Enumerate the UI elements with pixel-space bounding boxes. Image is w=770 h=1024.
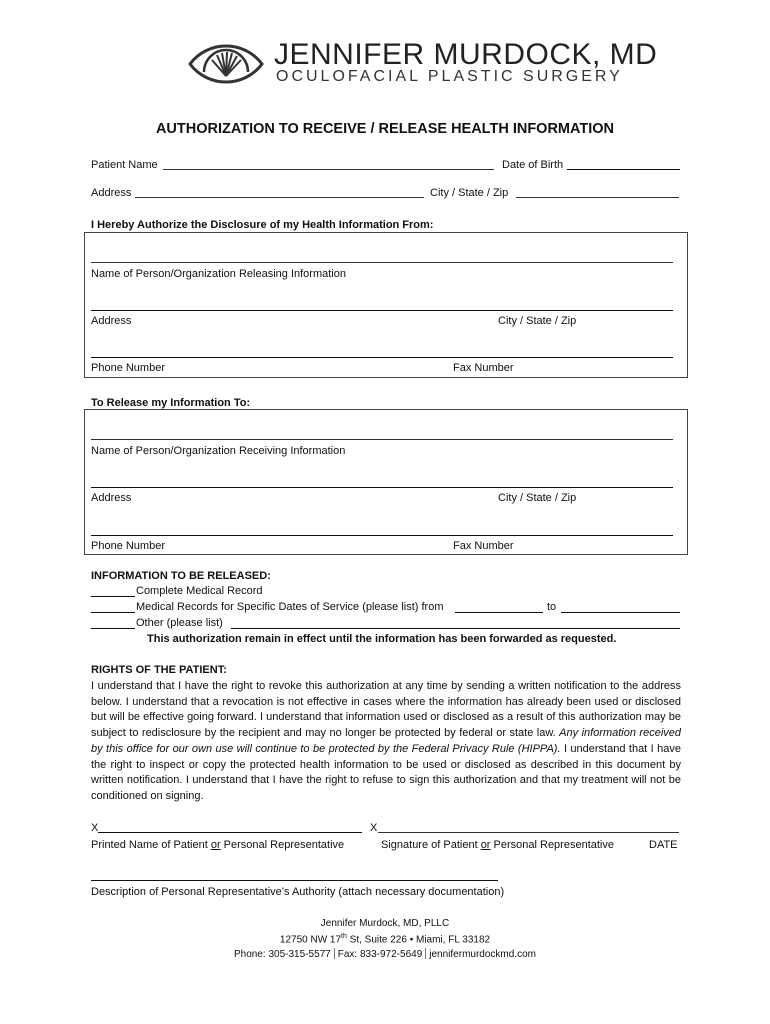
to-org-label: Name of Person/Organization Receiving Information bbox=[91, 445, 346, 457]
sig-label-or: or bbox=[480, 839, 491, 851]
authority-description-label: Description of Personal Representative’s Authority (attach necessary documentation) bbox=[91, 886, 505, 898]
signature-field[interactable] bbox=[378, 832, 679, 833]
printed-name-field[interactable] bbox=[98, 832, 362, 833]
from-phone-label: Phone Number bbox=[91, 362, 165, 374]
sig-label-2: Personal Representative bbox=[490, 839, 614, 851]
printed-label-2: Personal Representative bbox=[220, 839, 345, 851]
footer-fax: Fax: 833-972-5649 bbox=[337, 949, 423, 960]
signature-label bbox=[381, 838, 614, 852]
city-state-zip-field[interactable] bbox=[516, 197, 679, 198]
from-address-field[interactable] bbox=[91, 310, 673, 311]
from-phone-fax-field[interactable] bbox=[91, 357, 673, 358]
dob-label: Date of Birth bbox=[502, 159, 564, 171]
from-org-label: Name of Person/Organization Releasing Information bbox=[91, 268, 346, 280]
printed-label-1: Printed Name of Patient bbox=[91, 839, 211, 851]
printed-name-label bbox=[91, 838, 344, 852]
dates-from-field[interactable] bbox=[455, 612, 543, 613]
footer-addr-1: 12750 NW 17 bbox=[279, 934, 342, 946]
address-field[interactable] bbox=[135, 197, 424, 198]
footer-contact bbox=[0, 948, 770, 960]
authority-description-field[interactable] bbox=[91, 880, 498, 881]
eye-fan-icon bbox=[186, 36, 266, 92]
city-state-zip-label: City / State / Zip bbox=[430, 187, 509, 199]
opt1-label: Complete Medical Record bbox=[136, 585, 263, 597]
opt2-label: Medical Records for Specific Dates of Service (please list) from bbox=[136, 601, 444, 613]
footer-divider bbox=[334, 948, 335, 959]
dates-to-field[interactable] bbox=[561, 612, 680, 613]
other-field[interactable] bbox=[231, 628, 680, 629]
to-phone-fax-field[interactable] bbox=[91, 535, 673, 536]
footer-website[interactable]: jennifermurdockmd.com bbox=[429, 949, 536, 960]
patient-name-label: Patient Name bbox=[91, 159, 158, 171]
opt2-checkline[interactable] bbox=[91, 612, 135, 613]
to-phone-label: Phone Number bbox=[91, 540, 165, 552]
to-fax-label: Fax Number bbox=[453, 540, 514, 552]
from-fax-label: Fax Number bbox=[453, 362, 514, 374]
rights-text-italic: Any information received by this office for our own use will continue to be protected by the Federal Privacy Rule (HIPPA). bbox=[91, 727, 681, 755]
rights-text-1: I understand that I have the right to revoke this authorization at any time by sending a written notification to the address below. I understand that a revocation is not effective in cases where the information has already been used or disclosed but will be effective going forward. I understand that information used or disclosed as a result of this authorization may be subject to redisclosure by the recipient and may no longer be protected by federal or state law. bbox=[91, 680, 681, 740]
sig-label-1: Signature of Patient bbox=[381, 839, 481, 851]
to-csz-label: City / State / Zip bbox=[498, 492, 577, 504]
opt3-label: Other (please list) bbox=[136, 617, 223, 629]
footer-divider bbox=[425, 948, 426, 959]
to-org-field[interactable] bbox=[91, 439, 673, 440]
footer-company: Jennifer Murdock, MD, PLLC bbox=[320, 918, 450, 929]
from-heading: I Hereby Authorize the Disclosure of my Health Information From: bbox=[91, 219, 434, 231]
footer-addr-2: St, Suite 226 • Miami, FL 33182 bbox=[346, 934, 491, 946]
opt3-checkline[interactable] bbox=[91, 628, 135, 629]
dob-field[interactable] bbox=[567, 169, 680, 170]
date-label: DATE bbox=[649, 839, 678, 851]
opt1-checkline[interactable] bbox=[91, 596, 135, 597]
address-label: Address bbox=[91, 187, 132, 199]
logo bbox=[186, 36, 266, 97]
authorization-note: This authorization remain in effect until the information has been forwarded as requested. bbox=[147, 633, 617, 645]
opt2-to-label: to bbox=[547, 601, 557, 613]
x-marker-1: X bbox=[91, 822, 99, 834]
to-address-field[interactable] bbox=[91, 487, 673, 488]
patient-name-field[interactable] bbox=[163, 169, 494, 170]
from-address-label: Address bbox=[91, 315, 132, 327]
footer-addr-sup: th bbox=[341, 933, 347, 940]
from-csz-label: City / State / Zip bbox=[498, 315, 577, 327]
to-box bbox=[84, 409, 688, 555]
rights-text-2: I understand that I have the right to inspect or copy the protected health information to be used or disclosed as described in this document by written notification. I understand that I have the right to refuse to sign this authorization and that my treatment will not be conditioned on signing. bbox=[91, 742, 681, 802]
to-address-label: Address bbox=[91, 492, 132, 504]
x-marker-2: X bbox=[370, 822, 378, 834]
from-org-field[interactable] bbox=[91, 262, 673, 263]
rights-heading: RIGHTS OF THE PATIENT: bbox=[91, 664, 227, 676]
to-heading: To Release my Information To: bbox=[91, 397, 251, 409]
practice-name: JENNIFER MURDOCK, MD bbox=[274, 38, 658, 71]
printed-label-or: or bbox=[210, 839, 221, 851]
footer-phone: Phone: 305-315-5577 bbox=[234, 949, 331, 960]
info-heading: INFORMATION TO BE RELEASED: bbox=[91, 570, 271, 582]
practice-subtitle: OCULOFACIAL PLASTIC SURGERY bbox=[276, 68, 623, 85]
rights-paragraph bbox=[91, 679, 681, 805]
document-title: AUTHORIZATION TO RECEIVE / RELEASE HEALTH INFORMATION bbox=[155, 121, 615, 137]
footer-address bbox=[0, 933, 770, 945]
